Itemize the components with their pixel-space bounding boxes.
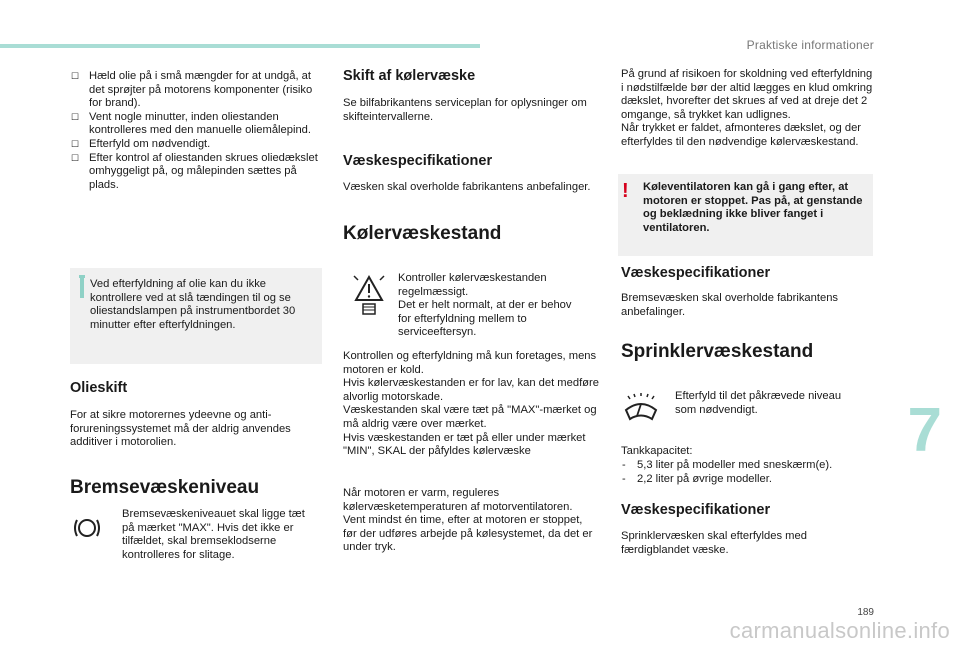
list-item: - 5,3 liter på modeller med sneskærm(e). (622, 459, 833, 471)
olieskift-heading: Olieskift (70, 380, 128, 396)
brake-warning-icon (72, 513, 102, 543)
tank-list (621, 459, 876, 486)
skift-heading: Skift af kølervæske (343, 68, 476, 84)
list-item: - 2,2 liter på øvrige modeller. (622, 472, 772, 485)
list-item-text: 5,3 liter på modeller med sneskærm(e). (637, 459, 833, 471)
bullet-text: Efter kontrol af oliestanden skrues oliedækslet omhyggeligt på, og målepinden sættes på plads. (89, 151, 318, 191)
oil-bullets (70, 70, 325, 192)
brake-text: Bremsevæskeniveauet skal ligge tæt på mærket "MAX". Hvis det ikke er tilfældet, skal bremseklodserne kontrolleres for slitage. (122, 508, 305, 561)
spec-heading-coolant: Væskespecifikationer (343, 153, 493, 169)
watermark: carmanualsonline.info (729, 618, 950, 643)
washer-icon-text: Efterfyld til det påkrævede niveau som nødvendigt. (675, 390, 842, 416)
info-box (70, 268, 322, 364)
tank-capacity-title: Tankkapacitet: (621, 445, 693, 457)
chapter-number: 7 (907, 396, 942, 465)
page-number: 189 (857, 607, 874, 618)
spec-heading-brake: Væskespecifikationer (621, 265, 771, 281)
spec-text-coolant: Væsken skal overholde fabrikantens anbefalinger. (343, 181, 591, 193)
coolant-level-icon (352, 272, 386, 316)
warning-box (618, 174, 873, 256)
warning-text: Køleventilatoren kan gå i gang efter, at motoren er stoppet. Pas på, at genstande og beklædning ikke bliver fanget i ventilatoren. (643, 181, 863, 234)
spec-text-washer: Sprinklervæsken skal efterfyldes med færdigblandet væske. (621, 530, 807, 556)
bullet-text: Vent nogle minutter, inden oliestanden kontrolleres med den manuelle oliemålepind. (89, 110, 312, 137)
info-icon (80, 278, 84, 298)
coolant-text-2: Når motoren er varm, reguleres kølervæsketemperaturen af motorventilatoren. Vent mindst én time, efter at motoren er stoppet, før der udføres arbejde på kølesystemet, da det er under tryk. (343, 487, 593, 554)
spec-heading-washer: Væskespecifikationer (621, 502, 771, 518)
header-accent-bar (0, 44, 480, 48)
washer-fluid-icon (622, 390, 660, 424)
info-text: Ved efterfyldning af olie kan du ikke kontrollere ved at slå tændingen til og se oliestandslampen på instrumentbordet 30 minutter efter efterfyldningen. (90, 278, 296, 331)
bullet-text: Efterfyld om nødvendigt. (89, 137, 211, 150)
coolant-heading: Kølervæskestand (343, 223, 502, 244)
bullet-item: ☐ Efterfyld om nødvendigt. (71, 137, 211, 150)
bullet-item: ☐ Efter kontrol af oliestanden skrues oliedækslet omhyggeligt på, og målepinden sættes på plads. (71, 151, 318, 191)
olieskift-text: For at sikre motorernes ydeevne og anti-forureningssystemet må der aldrig anvendes additiver i motorolien. (70, 409, 291, 449)
coolant-text-1: Kontrollen og efterfyldning må kun foretages, mens motoren er kold. Hvis kølervæskestanden er for lav, kan det medføre alvorlig motorskade. Væskestanden skal være tæt på "MAX"-mærket og må aldrig være over mærket. Hvis væskestanden er tæt på eller under mærket "MIN", SKAL der påfyldes kølervæske (343, 350, 599, 458)
skift-text: Se bilfabrikantens serviceplan for oplysninger om skifteintervallerne. (343, 97, 587, 123)
coolant-icon-text: Kontroller kølervæskestanden regelmæssigt. Det er helt normalt, at der er behov for efterfyldning mellem to serviceeftersyn. (398, 272, 572, 339)
intro-text: På grund af risikoen for skoldning ved efterfyldning i nødstilfælde bør der altid lægges en klud omkring dækslet, hvorefter det skrues af ved at dreje det 2 omgange, så trykket kan udlignes. Når trykket er faldet, afmonteres dækslet, og der efterfyldes til den nødvendige kølervæskestand. (621, 68, 873, 148)
warning-icon: ! (622, 180, 629, 202)
washer-heading: Sprinklervæskestand (621, 341, 814, 362)
list-item-text: 2,2 liter på øvrige modeller. (637, 472, 772, 485)
spec-text-brake: Bremsevæsken skal overholde fabrikantens anbefalinger. (621, 292, 839, 318)
bullet-text: Hæld olie på i små mængder for at undgå, at det sprøjter på motorens komponenter (risiko for brand). (89, 70, 313, 110)
section-title: Praktiske informationer (746, 38, 874, 52)
bullet-item: ☐ Vent nogle minutter, inden oliestanden kontrolleres med den manuelle oliemålepind. (71, 110, 312, 137)
info-icon-dot (79, 275, 85, 278)
brake-heading: Bremsevæskeniveau (70, 477, 260, 498)
bullet-item: ☐ Hæld olie på i små mængder for at undgå, at det sprøjter på motorens komponenter (risiko for brand). (71, 70, 313, 110)
